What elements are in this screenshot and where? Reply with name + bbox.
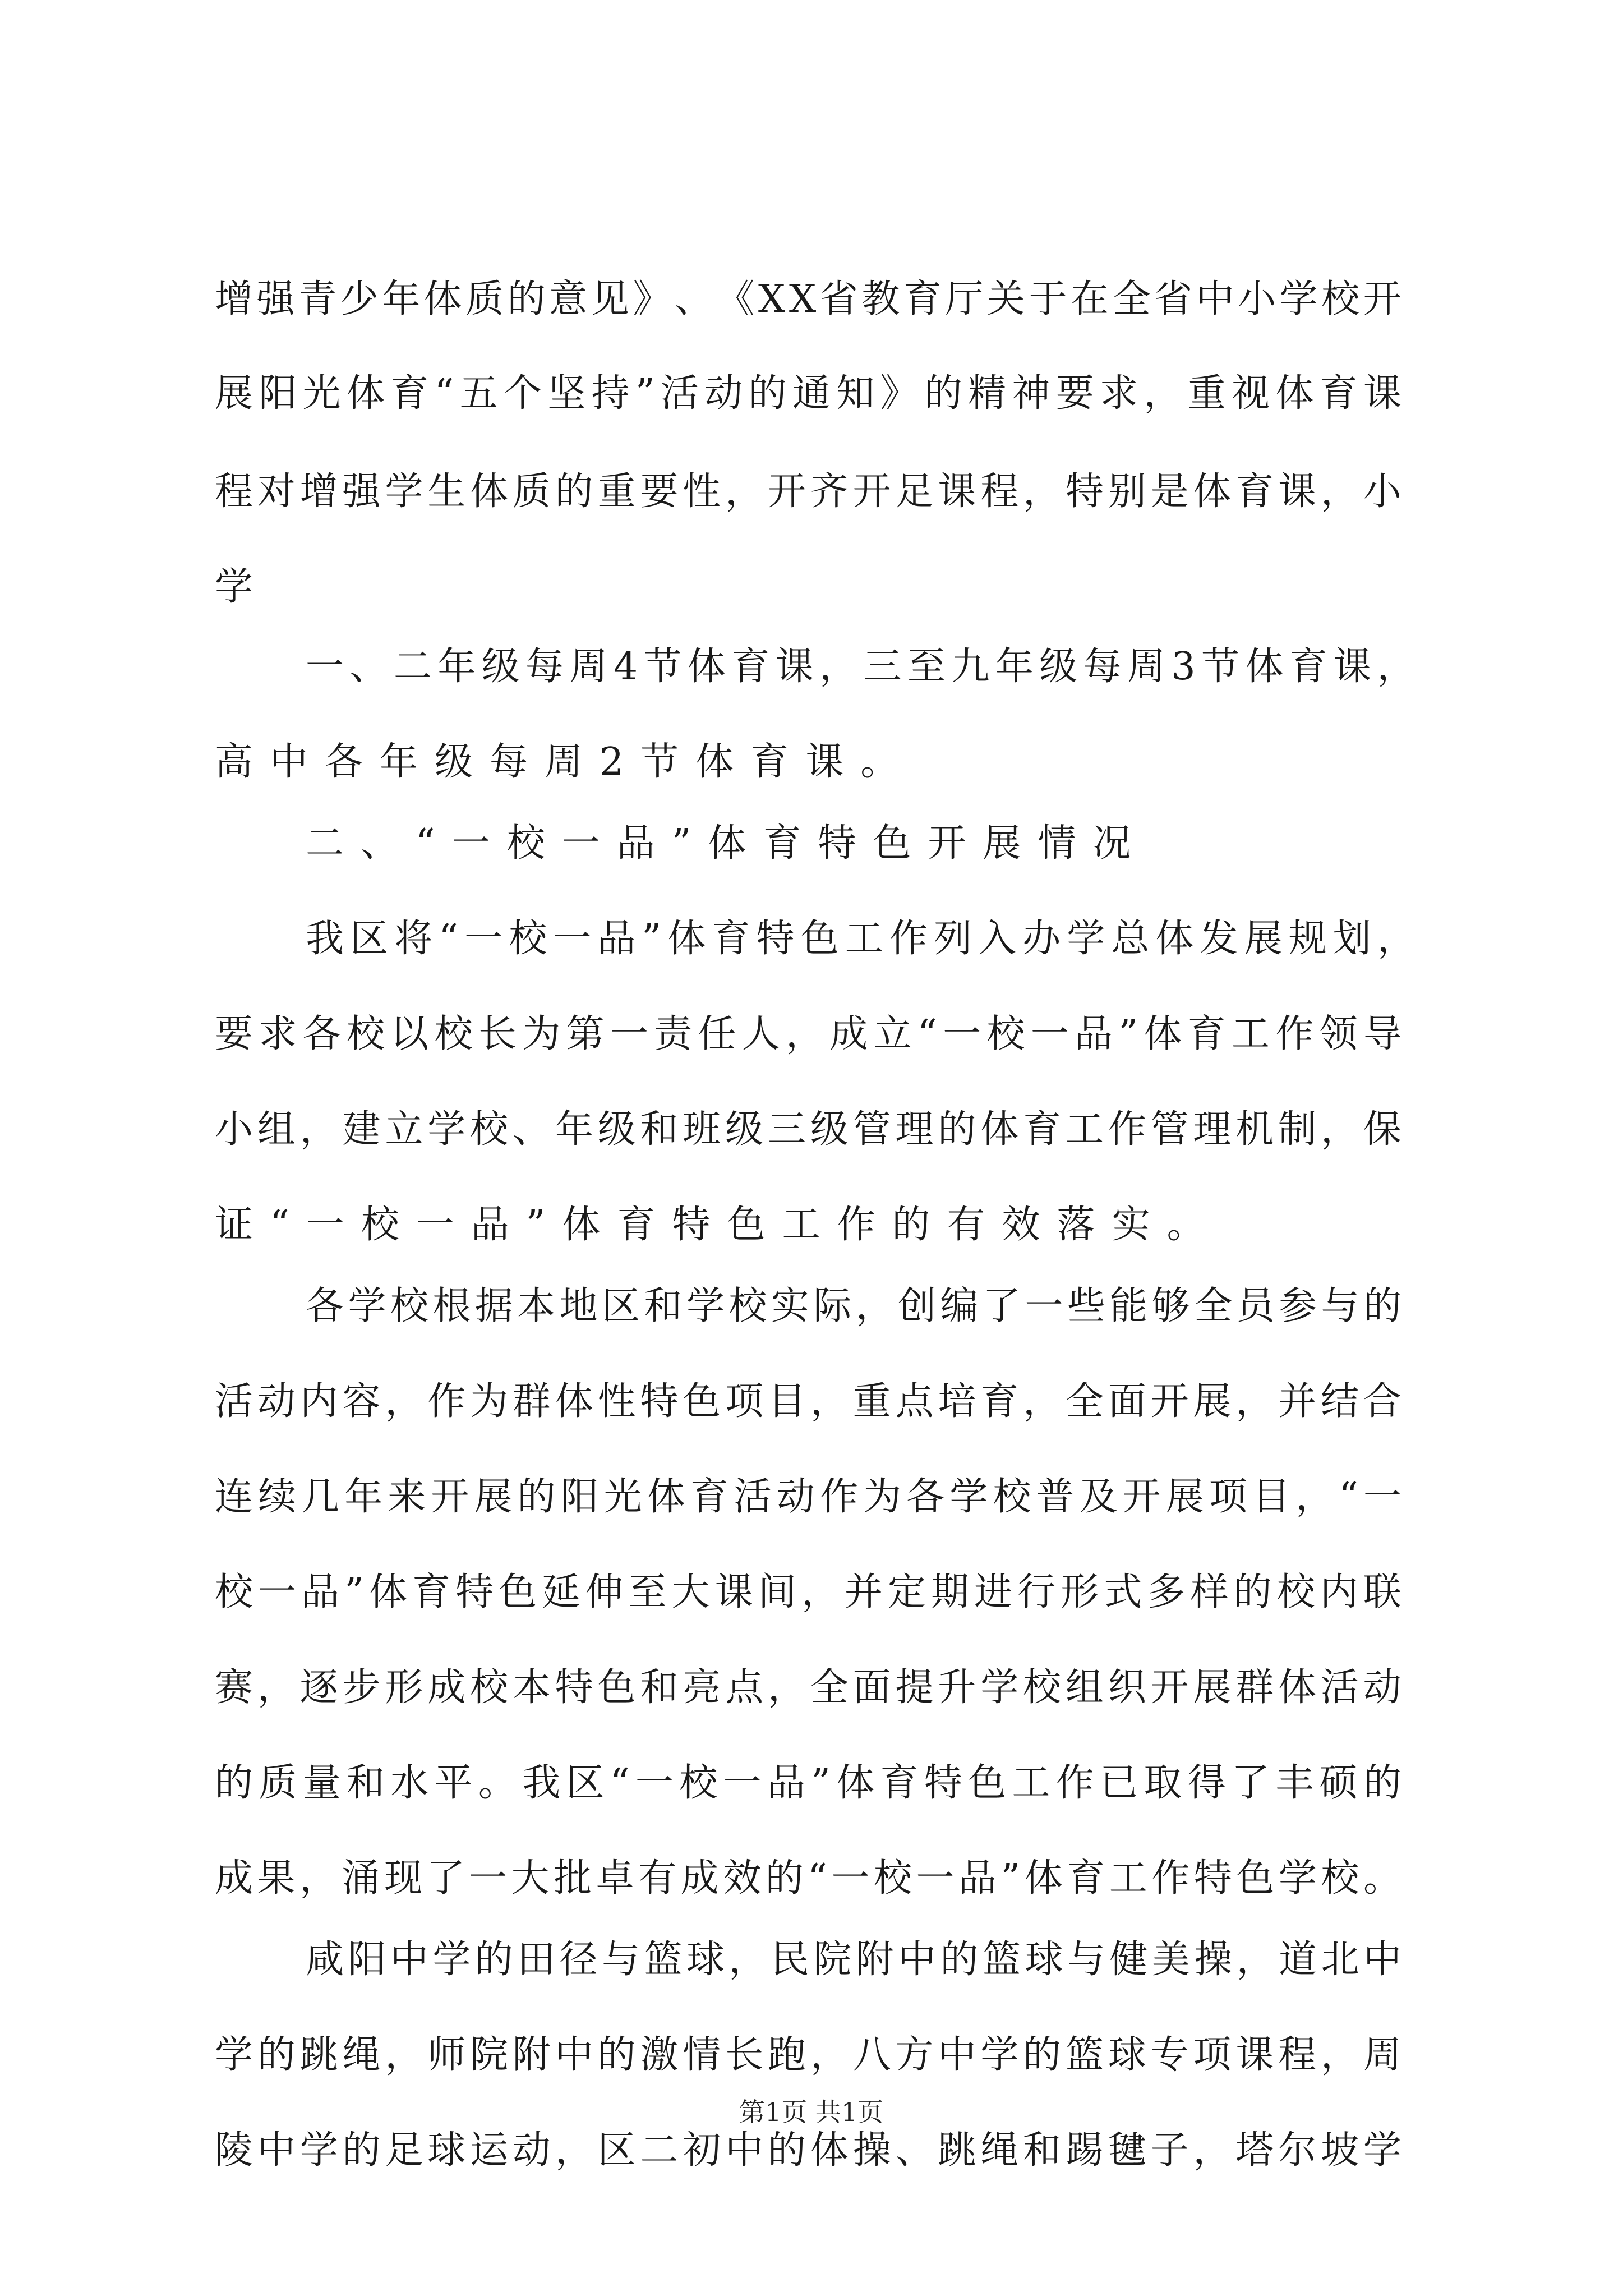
text-line: 展 阳 光 体 育 “ 五 个 坚 持 ” 活 动 的 通 知 》 的 精 神 要 求 ， 重 视 体 育 课 xyxy=(215,371,1402,416)
page-footer: 第1页 共1页 xyxy=(739,2097,884,2127)
text-line: 校 一 品 ” 体 育 特 色 延 伸 至 大 课 间 ， 并 定 期 进 行 形 式 多 样 的 校 内 联 xyxy=(215,1570,1402,1614)
text-line: 一 、 二 年 级 每 周 4 节 体 育 课 ， 三 至 九 年 级 每 周 3 节 体 育 课 ， xyxy=(306,645,1416,689)
text-line: 要 求 各 校 以 校 长 为 第 一 责 任 人 ， 成 立 “ 一 校 一 品 ” 体 育 工 作 领 导 xyxy=(215,1012,1402,1056)
text-line: 各 学 校 根 据 本 地 区 和 学 校 实 际 ， 创 编 了 一 些 能 够 全 员 参 与 的 xyxy=(306,1284,1402,1328)
text-line: 二、“一校一品”体育特色开展情况 xyxy=(306,821,1148,866)
text-line: 连 续 几 年 来 开 展 的 阳 光 体 育 活 动 作 为 各 学 校 普 及 开 展 项 目 ， “ 一 xyxy=(215,1475,1402,1519)
text-line: 高中各年级每周2节体育课。 xyxy=(215,740,916,784)
text-line: 陵 中 学 的 足 球 运 动 ， 区 二 初 中 的 体 操 、 跳 绳 和 踢 毽 子 ， 塔 尔 坡 学 xyxy=(215,2128,1402,2173)
text-line: 成 果 ， 涌 现 了 一 大 批 卓 有 成 效 的 “ 一 校 一 品 ” 体 育 工 作 特 色 学 校 。 xyxy=(215,1856,1402,1901)
text-line: 证“一校一品”体育特色工作的有效落实。 xyxy=(215,1203,1222,1247)
text-line: 赛 ， 逐 步 形 成 校 本 特 色 和 亮 点 ， 全 面 提 升 学 校 组 织 开 展 群 体 活 动 xyxy=(215,1665,1402,1710)
text-line: 我 区 将 “ 一 校 一 品 ” 体 育 特 色 工 作 列 入 办 学 总 体 发 展 规 划 ， xyxy=(306,917,1416,961)
text-line: 的 质 量 和 水 平 。 我 区 “ 一 校 一 品 ” 体 育 特 色 工 作 已 取 得 了 丰 硕 的 xyxy=(215,1761,1402,1805)
text-line: 小 组 ， 建 立 学 校 、 年 级 和 班 级 三 级 管 理 的 体 育 工 作 管 理 机 制 ， 保 xyxy=(215,1107,1402,1152)
text-line: 程 对 增 强 学 生 体 质 的 重 要 性 ， 开 齐 开 足 课 程 ， 特 别 是 体 育 课 ， 小 xyxy=(215,470,1402,514)
text-line: 咸 阳 中 学 的 田 径 与 篮 球 ， 民 院 附 中 的 篮 球 与 健 美 操 ， 道 北 中 xyxy=(306,1938,1402,1982)
text-line: 增 强 青 少 年 体 质 的 意 见 》 、 《 X X 省 教 育 厅 关 于 在 全 省 中 小 学 校 开 xyxy=(215,277,1402,321)
text-line: 学 的 跳 绳 ， 师 院 附 中 的 激 情 长 跑 ， 八 方 中 学 的 篮 球 专 项 课 程 ， 周 xyxy=(215,2033,1402,2077)
text-line: 学 xyxy=(215,565,270,609)
text-line: 活 动 内 容 ， 作 为 群 体 性 特 色 项 目 ， 重 点 培 育 ， 全 面 开 展 ， 并 结 合 xyxy=(215,1379,1402,1424)
